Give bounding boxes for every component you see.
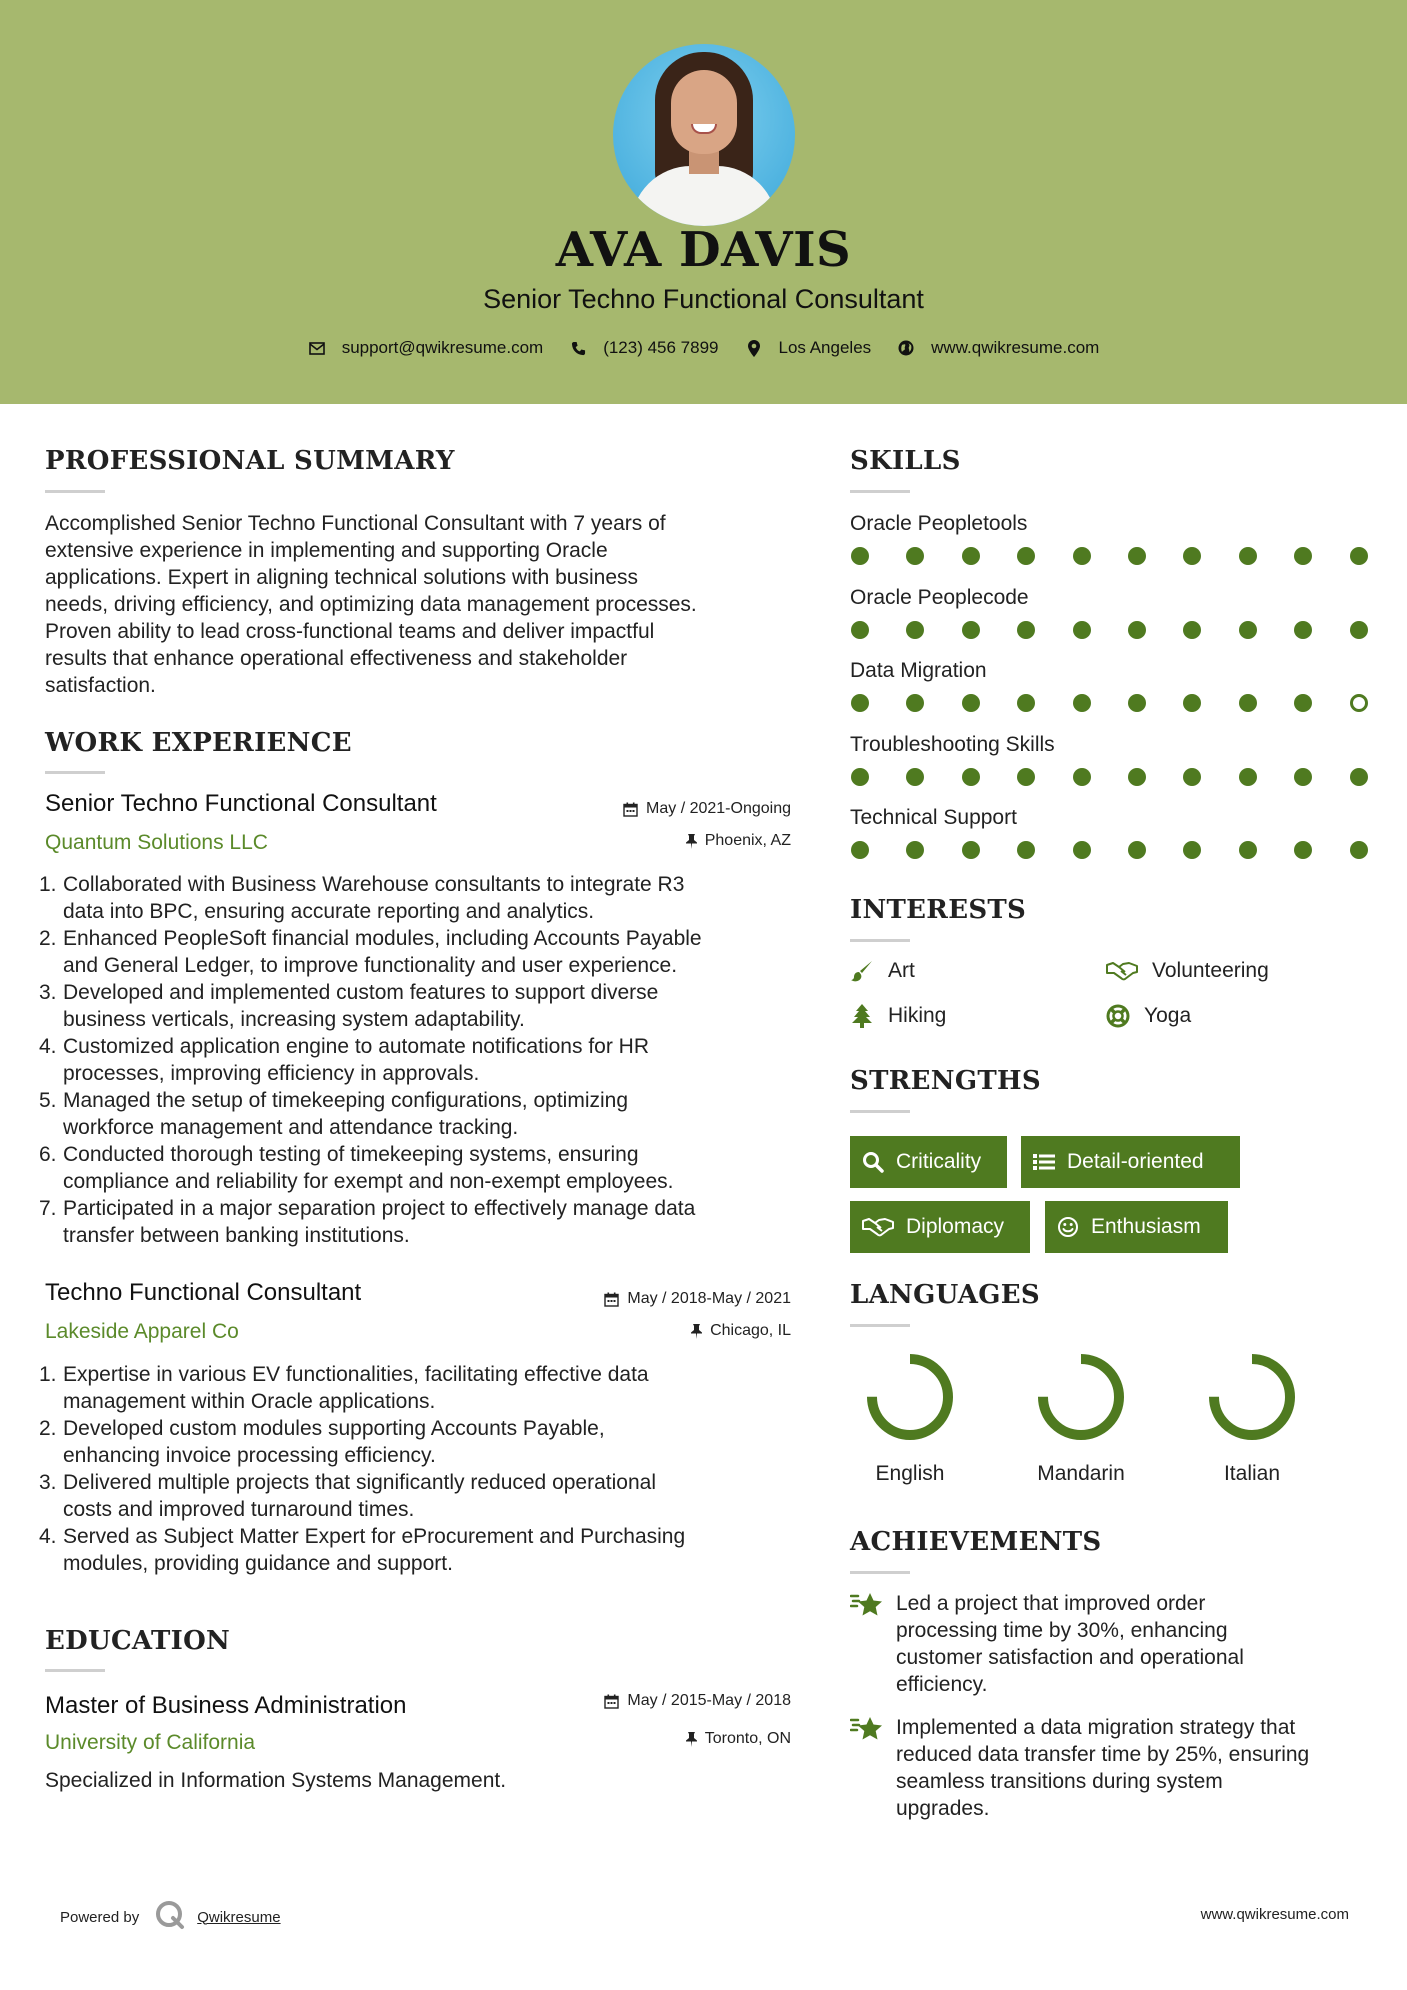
bullet-line: Served as Subject Matter Expert for eProcurement and Purchasing <box>63 1525 686 1548</box>
achievement-line: processing time by 30%, enhancing <box>896 1619 1228 1642</box>
degree-title: Master of Business Administration <box>45 1692 407 1719</box>
bullet-item <box>39 979 805 1033</box>
language-level-arc <box>1214 1359 1290 1435</box>
skill-dot-filled <box>906 694 924 712</box>
education-date: May / 2015-May / 2018 <box>520 1692 791 1710</box>
skill-dot-filled <box>1294 841 1312 859</box>
footer-powered-by <box>60 1900 281 1934</box>
bullet-line: Developed custom modules supporting Accounts Payable, <box>63 1417 605 1440</box>
achievements-divider <box>850 1571 910 1574</box>
bullet-number: 2. <box>39 1417 57 1440</box>
skills-divider <box>850 490 910 493</box>
skill-dot-filled <box>1239 621 1257 639</box>
company-name: Lakeside Apparel Co <box>45 1320 239 1343</box>
powered-by-text: Powered by <box>60 1908 140 1926</box>
achievement-line: Implemented a data migration strategy that <box>896 1716 1296 1739</box>
bullet-line: enhancing invoice processing efficiency. <box>63 1444 436 1467</box>
skill-dot-filled <box>1017 768 1035 786</box>
footer-website[interactable]: www.qwikresume.com <box>1200 1906 1349 1923</box>
skill-dot-filled <box>1128 841 1146 859</box>
skill-rating <box>851 841 1371 861</box>
skill-rating <box>851 621 1371 641</box>
language-ring <box>1034 1350 1128 1444</box>
contact-bar <box>0 338 1407 358</box>
strength-tag: Enthusiasm <box>1045 1201 1228 1253</box>
job-location: Chicago, IL <box>560 1322 791 1340</box>
calendar-icon <box>623 802 638 817</box>
skill-dot-filled <box>906 547 924 565</box>
interest-art: Art <box>850 959 915 983</box>
paintbrush-icon <box>850 959 874 983</box>
skill-dot-filled <box>962 694 980 712</box>
interest-volunteering: Volunteering <box>1106 959 1269 983</box>
education-heading: EDUCATION <box>45 1626 231 1656</box>
bullet-line: Expertise in various EV functionalities, facilitating effective data <box>63 1363 649 1386</box>
bullet-number: 4. <box>39 1525 57 1548</box>
skill-name: Technical Support <box>850 806 1017 829</box>
bullet-line: modules, providing guidance and support. <box>63 1552 453 1575</box>
interest-hiking: Hiking <box>850 1004 946 1028</box>
pushpin-icon <box>691 1324 702 1339</box>
bullet-number: 4. <box>39 1035 57 1058</box>
bullet-number: 5. <box>39 1089 57 1112</box>
skill-dot-filled <box>1239 547 1257 565</box>
language-ring <box>1205 1350 1299 1444</box>
skill-dot-filled <box>1183 621 1201 639</box>
strength-tag: Diplomacy <box>850 1201 1030 1253</box>
bullet-number: 7. <box>39 1197 57 1220</box>
bullet-number: 1. <box>39 1363 57 1386</box>
summary-line: applications. Expert in aligning technical solutions with business <box>45 566 639 589</box>
achievement-line: upgrades. <box>896 1797 990 1820</box>
skill-dot-filled <box>1183 841 1201 859</box>
language-label: English <box>875 1462 945 1485</box>
bullet-item <box>39 1469 805 1523</box>
languages-divider <box>850 1324 910 1327</box>
skill-dot-filled <box>1350 547 1368 565</box>
star-badge-icon <box>850 1590 884 1620</box>
achievement-text <box>896 1714 1309 1822</box>
skill-dot-filled <box>1239 841 1257 859</box>
bullet-line: data into BPC, ensuring accurate reporting and analytics. <box>63 900 595 923</box>
languages-heading: LANGUAGES <box>850 1280 1040 1310</box>
skill-dot-filled <box>906 841 924 859</box>
bullet-line: Collaborated with Business Warehouse consultants to integrate R3 <box>63 873 685 896</box>
education-divider <box>45 1669 105 1672</box>
skill-dot-filled <box>1017 841 1035 859</box>
bullet-number: 2. <box>39 927 57 950</box>
strengths-divider <box>850 1110 910 1113</box>
interests-heading: INTERESTS <box>850 895 1027 925</box>
experience-heading: WORK EXPERIENCE <box>45 728 352 758</box>
skill-dot-filled <box>851 694 869 712</box>
skill-dot-empty <box>1350 694 1368 712</box>
contact-location-text: Los Angeles <box>778 338 872 357</box>
job-title: Senior Techno Functional Consultant <box>45 790 437 817</box>
skill-dot-filled <box>1239 694 1257 712</box>
skill-dot-filled <box>1183 694 1201 712</box>
bullet-line: workforce management and attendance tracking. <box>63 1116 519 1139</box>
education-location: Toronto, ON <box>560 1730 791 1748</box>
job-date: May / 2021-Ongoing <box>560 800 791 818</box>
bullet-item <box>39 925 805 979</box>
skill-dot-filled <box>1128 768 1146 786</box>
skill-dot-filled <box>1073 768 1091 786</box>
envelope-icon <box>308 339 326 357</box>
job-title: Techno Functional Consultant <box>45 1279 362 1306</box>
language-label: Italian <box>1223 1462 1281 1485</box>
achievement-line: Led a project that improved order <box>896 1592 1206 1615</box>
contact-email-text: support@qwikresume.com <box>341 338 544 357</box>
skill-dot-filled <box>1350 621 1368 639</box>
skill-dot-filled <box>1073 547 1091 565</box>
search-icon <box>862 1151 884 1173</box>
calendar-icon <box>604 1694 619 1709</box>
education-note: Specialized in Information Systems Management. <box>45 1769 507 1792</box>
bullet-item <box>39 1195 805 1249</box>
list-icon <box>1033 1151 1055 1173</box>
contact-phone-text: (123) 456 7899 <box>603 338 719 357</box>
smile-icon <box>1057 1216 1079 1238</box>
summary-heading: PROFESSIONAL SUMMARY <box>45 446 455 476</box>
language-ring <box>863 1350 957 1444</box>
skill-dot-filled <box>851 547 869 565</box>
language-item <box>850 1350 970 1486</box>
bullet-line: Delivered multiple projects that significantly reduced operational <box>63 1471 656 1494</box>
summary-line: Accomplished Senior Techno Functional Consultant with 7 years of <box>45 512 666 535</box>
bullet-line: transfer between banking institutions. <box>63 1224 410 1247</box>
globe-icon <box>897 339 915 357</box>
skill-name: Oracle Peoplecode <box>850 585 1029 609</box>
achievement-item <box>850 1714 1370 1822</box>
map-pin-icon <box>745 339 763 357</box>
skill-dot-filled <box>962 621 980 639</box>
skill-dot-filled <box>1294 768 1312 786</box>
bullet-line: Managed the setup of timekeeping configurations, optimizing <box>63 1089 629 1112</box>
header-banner <box>0 0 1407 404</box>
tree-icon <box>850 1004 874 1028</box>
bullet-line: Developed and implemented custom features to support diverse <box>63 981 659 1004</box>
skill-dot-filled <box>1128 694 1146 712</box>
skill-dot-filled <box>1294 621 1312 639</box>
avatar <box>613 44 795 226</box>
bullet-line: processes, improving efficiency in approvals. <box>63 1062 480 1085</box>
contact-email[interactable] <box>308 338 544 358</box>
school-name: University of California <box>45 1731 256 1754</box>
bullet-line: management within Oracle applications. <box>63 1390 436 1413</box>
skill-dot-filled <box>962 768 980 786</box>
bullet-item <box>39 1361 805 1415</box>
summary-divider <box>45 490 105 493</box>
job-location: Phoenix, AZ <box>560 832 791 850</box>
bullet-line: costs and improved turnaround times. <box>63 1498 415 1521</box>
summary-line: results that enhance operational effectiveness and stakeholder <box>45 647 628 670</box>
language-item <box>1192 1350 1312 1486</box>
skill-dot-filled <box>1294 547 1312 565</box>
bullet-line: Participated in a major separation project to effectively manage data <box>63 1197 696 1220</box>
skill-dot-filled <box>962 547 980 565</box>
skill-dot-filled <box>1239 768 1257 786</box>
skill-dot-filled <box>1017 547 1035 565</box>
calendar-icon <box>604 1292 619 1307</box>
language-label: Mandarin <box>1037 1462 1125 1485</box>
job-bullets <box>39 1361 805 1577</box>
job-date: May / 2018-May / 2021 <box>520 1290 791 1308</box>
skill-dot-filled <box>1073 841 1091 859</box>
language-item <box>1021 1350 1141 1486</box>
star-badge-icon <box>850 1714 884 1744</box>
skill-rating <box>851 694 1371 714</box>
achievement-line: customer satisfaction and operational <box>896 1646 1244 1669</box>
bullet-number: 1. <box>39 873 57 896</box>
skill-rating <box>851 768 1371 788</box>
skill-dot-filled <box>962 841 980 859</box>
summary-line: extensive experience in implementing and supporting Oracle <box>45 539 608 562</box>
phone-icon <box>569 339 587 357</box>
qwikresume-link[interactable]: Qwikresume <box>197 1908 281 1926</box>
skill-name: Troubleshooting Skills <box>850 732 1055 756</box>
bullet-line: and General Ledger, to improve functionality and user experience. <box>63 954 678 977</box>
skill-rating <box>851 547 1371 567</box>
skill-name: Oracle Peopletools <box>850 512 1028 535</box>
contact-location <box>745 338 872 358</box>
summary-text <box>45 510 795 699</box>
summary-line: Proven ability to lead cross-functional teams and deliver impactful <box>45 620 655 643</box>
bullet-item <box>39 1523 805 1577</box>
skills-heading: SKILLS <box>850 446 961 476</box>
achievement-text <box>896 1590 1244 1698</box>
strength-tag: Detail-oriented <box>1021 1136 1240 1188</box>
pushpin-icon <box>686 1732 697 1747</box>
contact-website-text: www.qwikresume.com <box>931 338 1100 357</box>
skill-dot-filled <box>1183 547 1201 565</box>
language-level-arc <box>872 1359 948 1435</box>
skill-dot-filled <box>1350 841 1368 859</box>
skill-dot-filled <box>1017 694 1035 712</box>
strength-tag: Criticality <box>850 1136 1007 1188</box>
skill-dot-filled <box>1017 621 1035 639</box>
skill-dot-filled <box>1183 768 1201 786</box>
skill-dot-filled <box>906 621 924 639</box>
lifebuoy-icon <box>1106 1004 1130 1028</box>
bullet-line: Customized application engine to automate notifications for HR <box>63 1035 649 1058</box>
contact-phone[interactable] <box>569 338 718 358</box>
skill-dot-filled <box>1128 547 1146 565</box>
bullet-line: Conducted thorough testing of timekeeping systems, ensuring <box>63 1143 639 1166</box>
skill-dot-filled <box>906 768 924 786</box>
achievement-line: efficiency. <box>896 1673 988 1696</box>
skill-dot-filled <box>1294 694 1312 712</box>
handshake-icon <box>1106 959 1138 983</box>
bullet-item <box>39 1141 805 1195</box>
bullet-line: Enhanced PeopleSoft financial modules, including Accounts Payable <box>63 927 702 950</box>
skill-dot-filled <box>1350 768 1368 786</box>
achievements-heading: ACHIEVEMENTS <box>850 1527 1102 1557</box>
language-level-arc <box>1043 1359 1119 1435</box>
bullet-number: 3. <box>39 981 57 1004</box>
bullet-line: business verticals, increasing system adaptability. <box>63 1008 525 1031</box>
handshake-icon <box>862 1216 894 1238</box>
bullet-number: 3. <box>39 1471 57 1494</box>
interests-divider <box>850 939 910 942</box>
skill-dot-filled <box>851 768 869 786</box>
skill-name: Data Migration <box>850 659 987 682</box>
experience-divider <box>45 771 105 774</box>
skill-dot-filled <box>1128 621 1146 639</box>
job-bullets <box>39 871 805 1249</box>
contact-website[interactable] <box>897 338 1099 358</box>
bullet-item <box>39 871 805 925</box>
achievement-line: reduced data transfer time by 25%, ensuring <box>896 1743 1310 1766</box>
bullet-item <box>39 1087 805 1141</box>
pushpin-icon <box>686 834 697 849</box>
skill-dot-filled <box>851 621 869 639</box>
strengths-heading: STRENGTHS <box>850 1066 1041 1096</box>
achievement-item <box>850 1590 1370 1698</box>
skill-dot-filled <box>1073 694 1091 712</box>
skill-dot-filled <box>851 841 869 859</box>
candidate-title: Senior Techno Functional Consultant <box>483 284 924 314</box>
skill-dot-filled <box>1073 621 1091 639</box>
bullet-item <box>39 1033 805 1087</box>
candidate-name: AVA DAVIS <box>555 222 852 278</box>
interest-yoga: Yoga <box>1106 1004 1191 1028</box>
qwikresume-logo-icon <box>155 1900 185 1934</box>
summary-line: satisfaction. <box>45 674 156 697</box>
achievement-line: seamless transitions during system <box>896 1770 1223 1793</box>
bullet-line: compliance and reliability for exempt and non-exempt employees. <box>63 1170 674 1193</box>
summary-line: needs, driving efficiency, and optimizing data management processes. <box>45 593 697 616</box>
bullet-item <box>39 1415 805 1469</box>
bullet-number: 6. <box>39 1143 57 1166</box>
company-name: Quantum Solutions LLC <box>45 831 268 854</box>
